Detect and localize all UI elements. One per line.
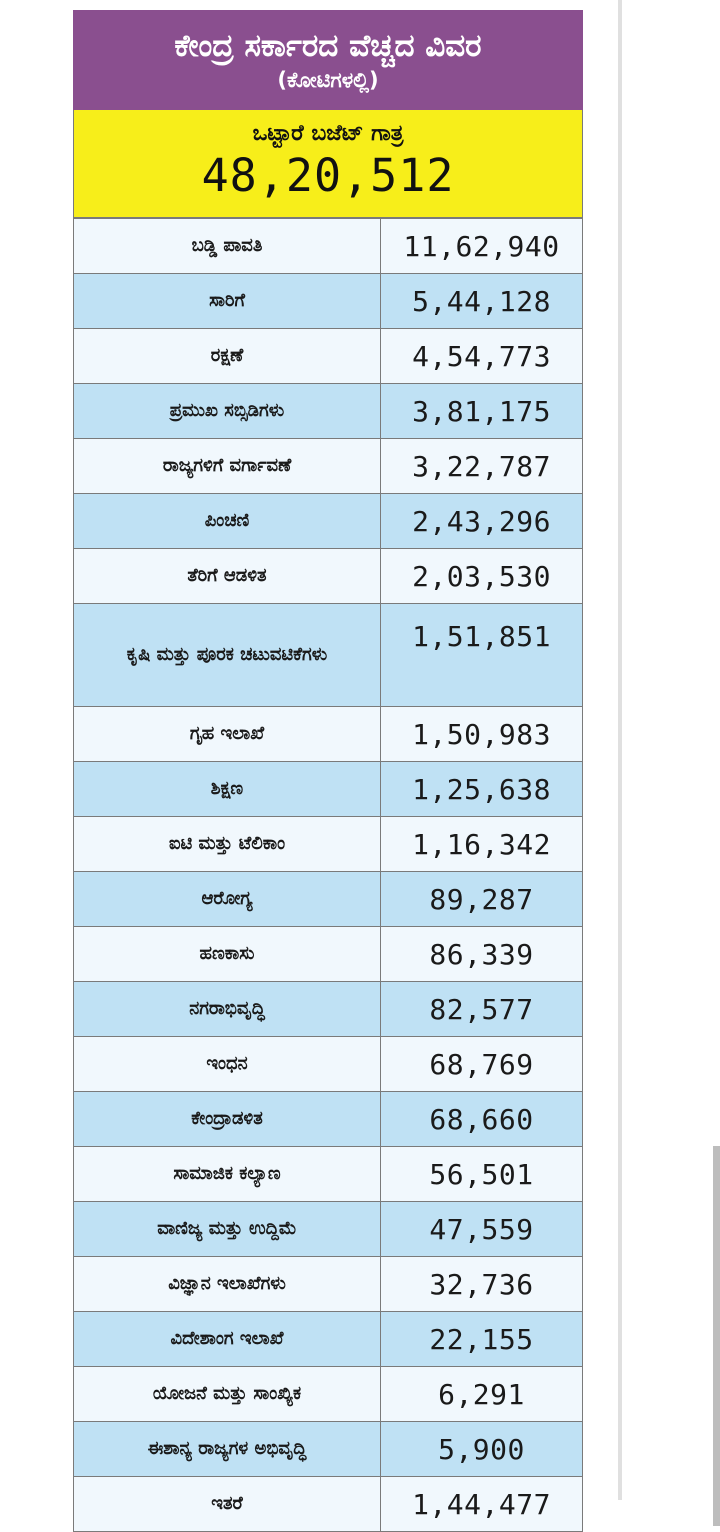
table-row [74,927,583,982]
row-value: 68,769 [381,1037,583,1092]
table-row [74,817,583,872]
row-value: 82,577 [381,982,583,1037]
edge-scroll-tab [713,1146,720,1526]
row-value: 32,736 [381,1257,583,1312]
table-row [74,1422,583,1477]
table-row [74,1257,583,1312]
row-label: ರಾಜ್ಯಗಳಿಗೆ ವರ್ಗಾವಣೆ [74,439,381,494]
row-label: ಐಟಿ ಮತ್ತು ಟೆಲಿಕಾಂ [74,817,381,872]
row-label: ಹಣಕಾಸು [74,927,381,982]
row-value: 89,287 [381,872,583,927]
table-subtitle: (ಕೋಟಿಗಳಲ್ಲಿ) [277,68,379,92]
row-label: ವಾಣಿಜ್ಯ ಮತ್ತು ಉದ್ದಿಮೆ [74,1202,381,1257]
table-header [73,10,583,110]
row-value: 6,291 [381,1367,583,1422]
row-value: 1,44,477 [381,1477,583,1532]
table-row [74,219,583,274]
table-row [74,439,583,494]
total-budget-label: ಒಟ್ಟಾರೆ ಬಜೆಟ್ ಗಾತ್ರ [252,121,404,146]
table-row [74,1092,583,1147]
row-value: 1,16,342 [381,817,583,872]
row-value: 4,54,773 [381,329,583,384]
table-row [74,494,583,549]
table-row [74,384,583,439]
row-value: 1,50,983 [381,707,583,762]
row-label: ಗೃಹ ಇಲಾಖೆ [74,707,381,762]
table-row [74,549,583,604]
row-value: 86,339 [381,927,583,982]
row-label: ವಿದೇಶಾಂಗ ಇಲಾಖೆ [74,1312,381,1367]
row-label: ನಗರಾಭಿವೃದ್ಧಿ [74,982,381,1037]
row-label: ಬಡ್ಡಿ ಪಾವತಿ [74,219,381,274]
table-row [74,274,583,329]
table-row [74,1037,583,1092]
table-row [74,1477,583,1532]
row-value: 5,44,128 [381,274,583,329]
row-value: 2,43,296 [381,494,583,549]
row-label: ಇಂಧನ [74,1037,381,1092]
table-row [74,1367,583,1422]
table-row [74,982,583,1037]
row-value: 47,559 [381,1202,583,1257]
table-row [74,707,583,762]
row-label: ಸಾಮಾಜಿಕ ಕಲ್ಯಾಣ [74,1147,381,1202]
row-label: ಪಿಂಚಣಿ [74,494,381,549]
row-label: ಈಶಾನ್ಯ ರಾಜ್ಯಗಳ ಅಭಿವೃದ್ಧಿ [74,1422,381,1477]
total-budget-value: 48,20,512 [201,149,455,202]
row-value: 68,660 [381,1092,583,1147]
row-label: ವಿಜ್ಞಾನ ಇಲಾಖೆಗಳು [74,1257,381,1312]
row-value: 1,51,851 [381,604,583,707]
table-row [74,604,583,707]
row-label: ಪ್ರಮುಖ ಸಬ್ಸಿಡಿಗಳು [74,384,381,439]
table-row [74,1147,583,1202]
row-value: 2,03,530 [381,549,583,604]
row-value: 3,81,175 [381,384,583,439]
expenditure-table [73,218,583,1532]
row-label: ತೆರಿಗೆ ಆಡಳಿತ [74,549,381,604]
row-value: 5,900 [381,1422,583,1477]
row-label: ಯೋಜನೆ ಮತ್ತು ಸಾಂಖ್ಯಿಕ [74,1367,381,1422]
page-divider-line [618,0,622,1500]
table-row [74,329,583,384]
table-row [74,1312,583,1367]
row-value: 11,62,940 [381,219,583,274]
row-label: ಸಾರಿಗೆ [74,274,381,329]
total-budget-box [73,110,583,218]
row-label: ಆರೋಗ್ಯ [74,872,381,927]
row-label: ಶಿಕ್ಷಣ [74,762,381,817]
table-row [74,872,583,927]
row-value: 1,25,638 [381,762,583,817]
row-value: 3,22,787 [381,439,583,494]
table-row [74,762,583,817]
row-label: ಕೃಷಿ ಮತ್ತು ಪೂರಕ ಚಟುವಟಿಕೆಗಳು [74,604,381,707]
row-value: 22,155 [381,1312,583,1367]
row-label: ರಕ್ಷಣೆ [74,329,381,384]
row-label: ಕೇಂದ್ರಾಡಳಿತ [74,1092,381,1147]
table-title: ಕೇಂದ್ರ ಸರ್ಕಾರದ ವೆಚ್ಚದ ವಿವರ [174,28,482,64]
budget-table-card [73,10,583,1532]
table-row [74,1202,583,1257]
row-value: 56,501 [381,1147,583,1202]
row-label: ಇತರೆ [74,1477,381,1532]
